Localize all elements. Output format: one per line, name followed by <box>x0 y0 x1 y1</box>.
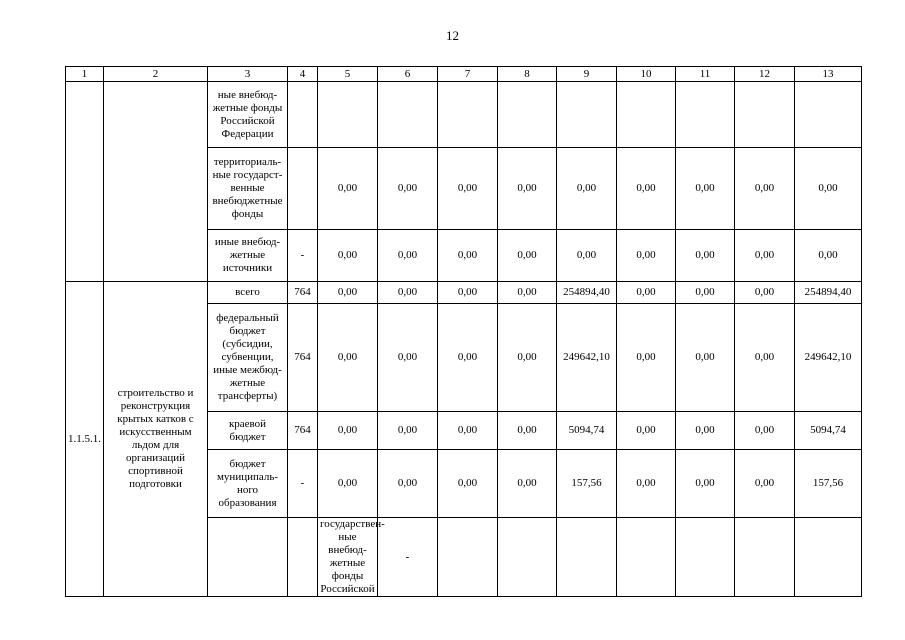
table-cell: 0,00 <box>617 148 676 230</box>
table-cell <box>438 82 498 148</box>
table-cell: 0,00 <box>676 230 735 282</box>
table-cell: 157,56 <box>795 450 862 518</box>
table-cell: 0,00 <box>318 450 378 518</box>
funding-source-label: краевой бюджет <box>208 412 288 450</box>
funding-source-label: территориаль- ные государст- венные внебюджетные фонды <box>208 148 288 230</box>
table-cell: 0,00 <box>735 230 795 282</box>
table-cell <box>498 82 557 148</box>
table-cell: 0,00 <box>378 148 438 230</box>
table-cell: 0,00 <box>318 412 378 450</box>
table-cell: - <box>378 518 438 597</box>
table-cell: 0,00 <box>438 230 498 282</box>
table-cell <box>557 518 617 597</box>
table-cell <box>557 82 617 148</box>
table-cell: 0,00 <box>676 304 735 412</box>
table-cell <box>735 82 795 148</box>
table-cell: - <box>288 450 318 518</box>
column-header: 1 <box>66 67 104 82</box>
table-cell: 0,00 <box>318 282 378 304</box>
table-cell <box>617 82 676 148</box>
table-cell: 0,00 <box>676 412 735 450</box>
table-cell: 254894,40 <box>795 282 862 304</box>
table-row <box>66 82 862 148</box>
table-cell: 0,00 <box>498 304 557 412</box>
table-cell: 157,56 <box>557 450 617 518</box>
column-header: 8 <box>498 67 557 82</box>
table-cell: 249642,10 <box>557 304 617 412</box>
table-cell: 764 <box>288 282 318 304</box>
funding-source-label: иные внебюд- жетные источники <box>208 230 288 282</box>
column-header: 13 <box>795 67 862 82</box>
column-header: 6 <box>378 67 438 82</box>
table-cell: 0,00 <box>735 450 795 518</box>
table-cell: 0,00 <box>438 412 498 450</box>
table-cell: 0,00 <box>617 282 676 304</box>
table-cell: 5094,74 <box>557 412 617 450</box>
funding-source-label: бюджет муниципаль- ного образования <box>208 450 288 518</box>
funding-source-label: всего <box>208 282 288 304</box>
table-cell: 0,00 <box>676 450 735 518</box>
table-cell: 0,00 <box>617 304 676 412</box>
table-cell: 0,00 <box>318 148 378 230</box>
table-cell <box>676 82 735 148</box>
table-cell: 5094,74 <box>795 412 862 450</box>
table-cell: 0,00 <box>438 304 498 412</box>
table-cell: 254894,40 <box>557 282 617 304</box>
table-cell: 0,00 <box>676 148 735 230</box>
empty-name-cell <box>104 82 208 282</box>
table-cell: 0,00 <box>735 282 795 304</box>
funding-source-label: ные внебюд- жетные фонды Российской Федерации <box>208 82 288 148</box>
table-cell: 764 <box>288 412 318 450</box>
table-cell: 0,00 <box>498 412 557 450</box>
budget-table <box>65 66 862 597</box>
table-cell: 0,00 <box>795 148 862 230</box>
table-cell: 0,00 <box>735 148 795 230</box>
column-header: 12 <box>735 67 795 82</box>
table-cell <box>318 82 378 148</box>
column-header: 9 <box>557 67 617 82</box>
table-cell <box>676 518 735 597</box>
table-cell: 0,00 <box>498 450 557 518</box>
table-cell: 0,00 <box>378 304 438 412</box>
item-name: строительство и реконструкция крытых катков с искусственным льдом для организаций спортивной подготовки <box>104 282 208 597</box>
page-number: 12 <box>446 28 459 43</box>
table-cell <box>288 148 318 230</box>
table-cell: 0,00 <box>735 304 795 412</box>
table-cell: 0,00 <box>318 230 378 282</box>
column-header: 5 <box>318 67 378 82</box>
item-code: 1.1.5.1. <box>66 282 104 597</box>
table-cell: 0,00 <box>617 230 676 282</box>
table-cell: 0,00 <box>318 304 378 412</box>
table-cell: 0,00 <box>378 282 438 304</box>
table-cell: 0,00 <box>676 282 735 304</box>
table-cell <box>438 518 498 597</box>
table-cell: 0,00 <box>557 230 617 282</box>
table-cell <box>378 82 438 148</box>
table-cell <box>795 82 862 148</box>
funding-source-label: государствен- ные внебюд- жетные фонды Российской <box>318 518 378 597</box>
table-cell: 0,00 <box>557 148 617 230</box>
column-header: 3 <box>208 67 288 82</box>
table-cell: 0,00 <box>498 282 557 304</box>
table-cell: 0,00 <box>617 412 676 450</box>
table-cell <box>795 518 862 597</box>
table-cell: 0,00 <box>438 450 498 518</box>
empty-code-cell <box>208 518 288 597</box>
table-cell: 0,00 <box>438 148 498 230</box>
column-header: 7 <box>438 67 498 82</box>
table-header-row <box>66 67 862 82</box>
table-cell: 0,00 <box>378 230 438 282</box>
table-cell: - <box>288 230 318 282</box>
column-header: 10 <box>617 67 676 82</box>
column-header: 2 <box>104 67 208 82</box>
empty-name-cell <box>288 518 318 597</box>
table-cell: 0,00 <box>795 230 862 282</box>
table-cell <box>617 518 676 597</box>
table-cell: 249642,10 <box>795 304 862 412</box>
table-cell: 0,00 <box>735 412 795 450</box>
empty-code-cell <box>66 82 104 282</box>
table-cell <box>735 518 795 597</box>
column-header: 11 <box>676 67 735 82</box>
table-cell: 0,00 <box>617 450 676 518</box>
table-cell: 0,00 <box>378 412 438 450</box>
table-cell: 0,00 <box>498 148 557 230</box>
funding-source-label: федеральный бюджет (субсидии, субвенции, иные межбюд- жетные трансферты) <box>208 304 288 412</box>
table-cell: 764 <box>288 304 318 412</box>
table-cell <box>498 518 557 597</box>
column-header: 4 <box>288 67 318 82</box>
table-cell: 0,00 <box>438 282 498 304</box>
table-cell <box>288 82 318 148</box>
table-cell: 0,00 <box>498 230 557 282</box>
table-cell: 0,00 <box>378 450 438 518</box>
table-row <box>66 282 862 304</box>
